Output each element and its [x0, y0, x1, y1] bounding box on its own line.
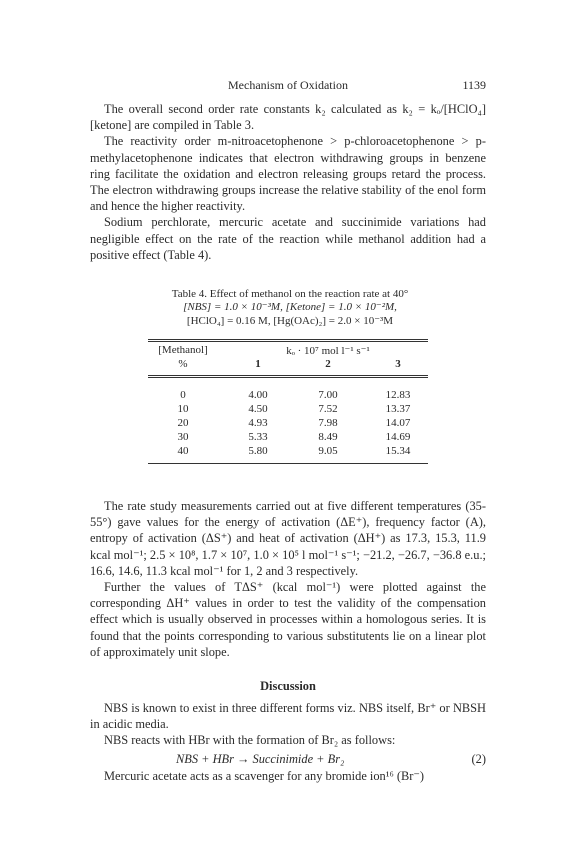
table-cell: 7.00 — [318, 389, 338, 401]
discussion-section — [90, 700, 486, 749]
table-header-ketone-2: 2 — [325, 358, 331, 370]
table-header-rule — [148, 375, 428, 378]
table-cell: 5.33 — [248, 431, 268, 443]
table-cell: 14.69 — [385, 431, 411, 443]
paragraph-nbs-forms: NBS is known to exist in three different forms viz. NBS itself, Br⁺ or NBSH in acidic media. — [90, 701, 486, 732]
table-cell: 0 — [180, 389, 186, 401]
table-caption-conditions-1: [NBS] = 1.0 × 10⁻³M, [Ketone] = 1.0 × 10⁻²M, — [183, 301, 397, 314]
table-group-header-rate: kₒ · 10⁷ mol l⁻¹ s⁻¹ — [286, 345, 370, 357]
table-caption-conditions-2: [HClO₄] = 0.16 M, [Hg(OAc)₂] = 2.0 × 10⁻³M — [186, 314, 394, 327]
table-cell: 20 — [177, 417, 189, 429]
table-cell: 9.05 — [318, 445, 338, 457]
table-cell: 7.98 — [318, 417, 338, 429]
table-header-ketone-1: 1 — [255, 358, 261, 370]
table-cell: 5.80 — [248, 445, 268, 457]
paragraph-variations: Sodium perchlorate, mercuric acetate and succinimide variations had negligible effect on the rate of the reaction while methanol addition had a positive effect (Table 4). — [90, 215, 486, 262]
table-cell: 15.34 — [385, 445, 411, 457]
table-header-methanol: [Methanol] — [158, 344, 208, 356]
table-cell: 8.49 — [318, 431, 338, 443]
table-header-percent: % — [178, 358, 188, 370]
equation-number: (2) — [471, 752, 486, 766]
table-caption — [150, 288, 430, 328]
table-bottom-rule — [148, 463, 428, 464]
paragraph-compensation-effect: Further the values of TΔS⁺ (kcal mol⁻¹) were plotted against the corresponding ΔH⁺ values in order to test the validity of the compensation effect which is usually observed in processes within a homologous series. It is found that the points corresponding to various substitutents lie on a linear plot of approximately unit slope. — [90, 580, 486, 659]
table-caption-title: Table 4. Effect of methanol on the reaction rate at 40° — [171, 288, 409, 300]
running-title: Mechanism of Oxidation — [228, 78, 348, 92]
discussion-continued — [90, 768, 486, 784]
page-number: 1139 — [462, 78, 486, 92]
table-cell: 30 — [177, 431, 189, 443]
table-cell: 7.52 — [318, 403, 338, 415]
paragraph-mercuric-acetate: Mercuric acetate acts as a scavenger for any bromide ion¹⁶ (Br⁻) — [104, 769, 425, 783]
equation-text: NBS + HBr → Succinimide + Br₂ — [176, 752, 345, 766]
table-cell: 13.37 — [385, 403, 411, 415]
table-cell: 12.83 — [385, 389, 411, 401]
table-top-rule — [148, 339, 428, 342]
table-cell: 4.00 — [248, 389, 268, 401]
table-cell: 10 — [177, 403, 189, 415]
section-heading-discussion: Discussion — [260, 679, 316, 693]
table-cell: 4.50 — [248, 403, 268, 415]
table-cell: 40 — [177, 445, 189, 457]
table-cell: 4.93 — [248, 417, 268, 429]
paragraph-nbs-reacts: NBS reacts with HBr with the formation of Br₂ as follows: — [104, 733, 396, 748]
paragraph-rate-constants: The overall second order rate constants k₂ calculated as k₂ = kₒ/[HClO₄][ketone] are compiled in Table 3. — [90, 102, 486, 133]
table-cell: 14.07 — [385, 417, 411, 429]
paragraph-reactivity-order: The reactivity order m-nitroacetophenone > p-chloroacetophenone > p-methylacetophenone indicates that electron withdrawing groups in benzene ring facilitate the oxidation and electron releasing groups retard the process. The electron withdrawing groups increase the relative stability of the enol form and hence the higher reactivity. — [90, 134, 486, 214]
activation-section — [90, 498, 486, 660]
paragraph-activation-parameters: The rate study measurements carried out at five different temperatures (35-55°) gave values for the energy of activation (ΔE⁺), frequency factor (A), entropy of activation (ΔS⁺) and heat of activation (ΔH⁺) as 17.3, 15.3, 11.9 kcal mol⁻¹; 2.5 × 10⁸, 1.7 × 10⁷, 1.0 × 10⁵ l mol⁻¹ s⁻¹; −21.2, −26.7, −36.8 e.u.; 16.6, 14.6, 11.3 kcal mol⁻¹ for 1, 2 and 3 respectively. — [90, 499, 486, 578]
intro-section — [90, 101, 486, 263]
table-header-ketone-3: 3 — [395, 358, 401, 370]
